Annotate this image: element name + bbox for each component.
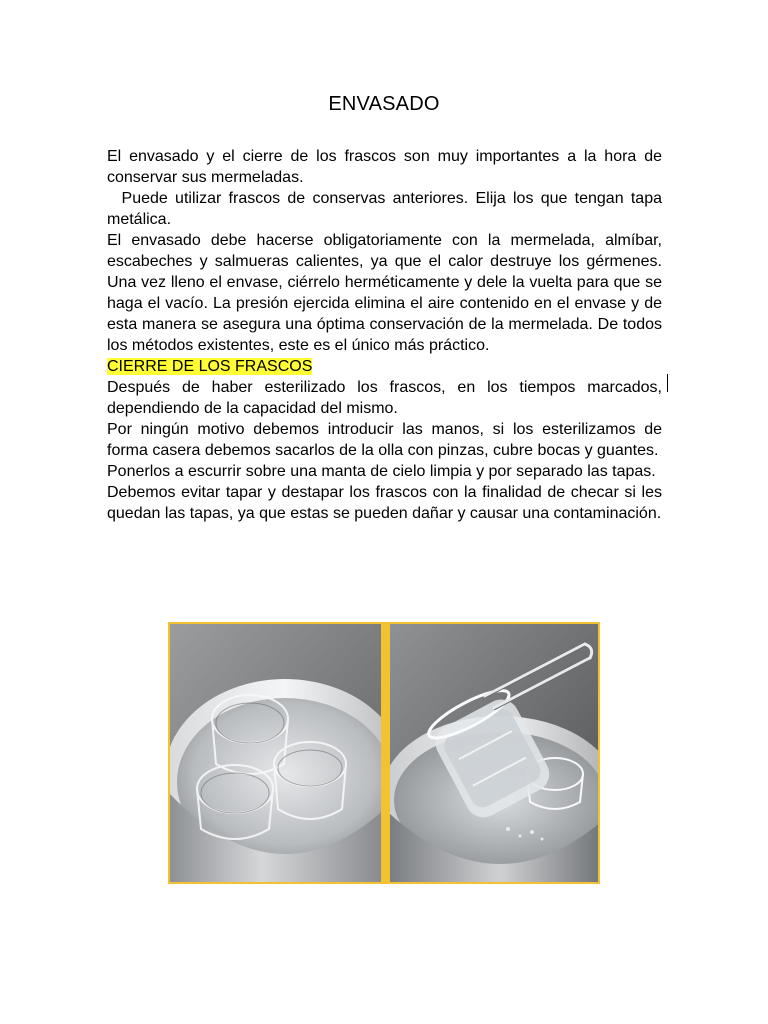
tongs-lifting-jar-photo xyxy=(390,624,598,882)
section-paragraph: Ponerlos a escurrir sobre una manta de cielo limpia y por separado las tapas. xyxy=(107,463,656,480)
intro-paragraph: Puede utilizar frascos de conservas anteriores. Elija los que tengan tapa metálica. xyxy=(107,190,667,228)
intro-paragraph: El envasado debe hacerse obligatoriamente con la mermelada, almíbar, escabeches y salmueras calientes, ya que el calor destruye los gérmenes. Una vez lleno el envase, ciérrelo herméticamente y dele la vuelta para que se haga el vacío. La presión ejercida elimina el aire contenido en el envase y de esta manera se asegura una óptima conservación de la mermelada. De todos los métodos existentes, este es el único más práctico. xyxy=(107,232,662,354)
jars-in-pot-photo xyxy=(170,624,381,882)
section-heading-line xyxy=(107,356,662,377)
intro-paragraph: El envasado y el cierre de los frascos son muy importantes a la hora de conservar sus mermeladas. xyxy=(107,148,662,186)
text-cursor xyxy=(667,374,668,392)
page-title: ENVASADO xyxy=(328,93,440,115)
section-paragraph: Por ningún motivo debemos introducir las manos, si los esterilizamos de forma casera debemos sacarlos de la olla con pinzas, cubre bocas y guantes. xyxy=(107,421,662,459)
photo-frame xyxy=(168,622,600,884)
section-paragraph: Debemos evitar tapar y destapar los frascos con la finalidad de checar si les quedan las tapas, ya que estas se pueden dañar y causar una contaminación. xyxy=(107,484,662,522)
body-text xyxy=(107,146,667,524)
section-heading: CIERRE DE LOS FRASCOS xyxy=(107,358,313,375)
section-paragraph: Después de haber esterilizado los frascos, en los tiempos marcados, dependiendo de la capacidad del mismo. xyxy=(107,379,662,417)
